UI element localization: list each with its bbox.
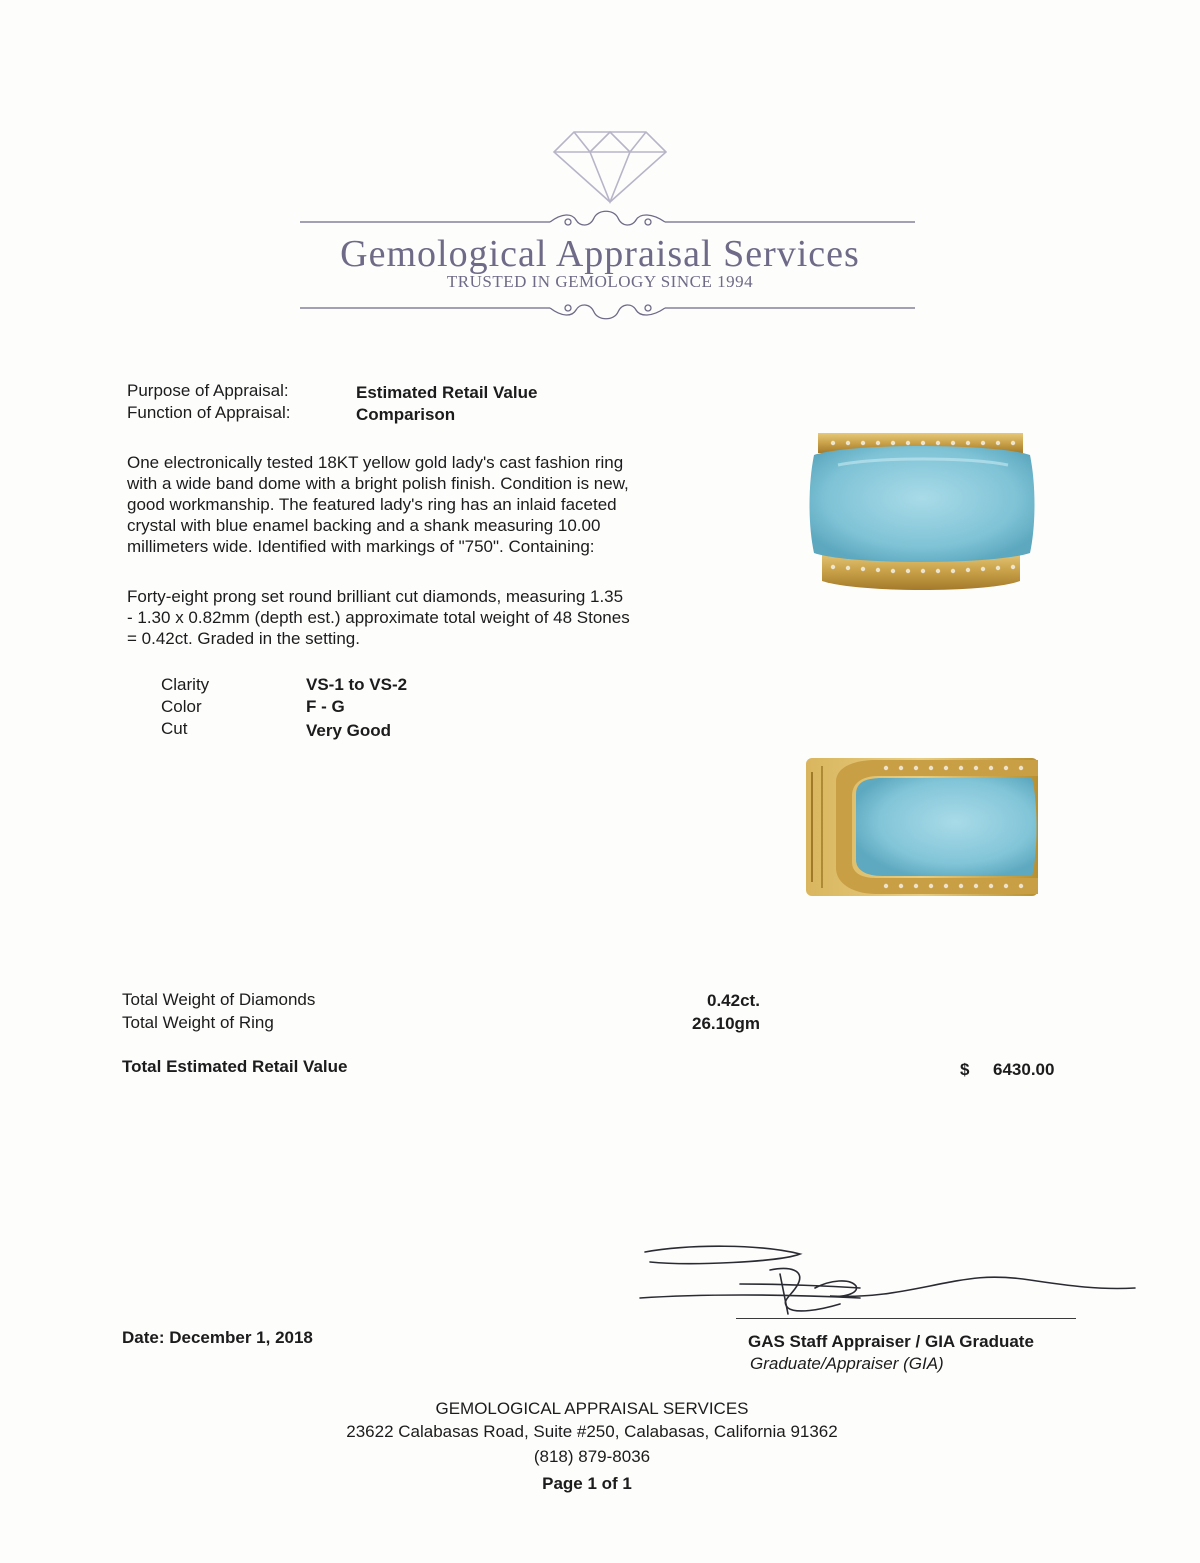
ring-description xyxy=(127,452,747,557)
page-number: Page 1 of 1 xyxy=(542,1474,632,1493)
appraisal-date: Date: December 1, 2018 xyxy=(122,1328,313,1347)
appraiser-signature xyxy=(630,1240,1140,1325)
appraiser-credential: Graduate/Appraiser (GIA) xyxy=(750,1354,944,1373)
cut-value: Very Good xyxy=(306,721,392,740)
currency-symbol: $ xyxy=(960,1060,970,1079)
appraiser-title: GAS Staff Appraiser / GIA Graduate xyxy=(748,1332,1034,1351)
company-name: Gemological Appraisal Services xyxy=(340,233,860,275)
retail-value-amount: 6430.00 xyxy=(993,1060,1055,1079)
purpose-value: Estimated Retail Value xyxy=(356,383,538,402)
function-value: Comparison xyxy=(356,405,456,424)
function-label: Function of Appraisal: xyxy=(127,403,291,422)
total-ring-weight-label: Total Weight of Ring xyxy=(122,1013,274,1032)
purpose-label: Purpose of Appraisal: xyxy=(127,381,289,400)
ring-description-line: crystal with blue enamel backing and a shank measuring 10.00 xyxy=(127,516,601,535)
diamond-description-line: Forty-eight prong set round brilliant cut diamonds, measuring 1.35 xyxy=(127,587,624,606)
ring-description-line: good workmanship. The featured lady's ring has an inlaid faceted xyxy=(127,495,617,514)
footer-phone: (818) 879-8036 xyxy=(533,1447,651,1466)
cut-label: Cut xyxy=(161,719,188,738)
ring-photo-angled xyxy=(806,752,1038,900)
ring-photo-front xyxy=(808,425,1038,600)
footer-company: GEMOLOGICAL APPRAISAL SERVICES xyxy=(435,1399,749,1418)
diamond-description-line: = 0.42ct. Graded in the setting. xyxy=(127,629,360,648)
color-value: F - G xyxy=(306,697,345,716)
ring-description-line: One electronically tested 18KT yellow gold lady's cast fashion ring xyxy=(127,453,624,472)
company-tagline: TRUSTED IN GEMOLOGY SINCE 1994 xyxy=(446,272,754,291)
diamond-logo-icon xyxy=(550,130,670,205)
footer-address: 23622 Calabasas Road, Suite #250, Calabasas, California 91362 xyxy=(346,1422,838,1441)
diamond-description xyxy=(127,586,747,649)
clarity-label: Clarity xyxy=(161,675,210,694)
ring-description-line: with a wide band dome with a bright polish finish. Condition is new, xyxy=(127,474,629,493)
total-ring-weight-value: 26.10gm xyxy=(692,1014,761,1033)
signature-line xyxy=(736,1318,1076,1319)
header-bottom-flourish xyxy=(300,296,915,326)
color-label: Color xyxy=(161,697,202,716)
retail-value-label: Total Estimated Retail Value xyxy=(122,1057,348,1076)
diamond-description-line: - 1.30 x 0.82mm (depth est.) approximate total weight of 48 Stones xyxy=(127,608,630,627)
header-top-flourish xyxy=(300,205,915,235)
total-diamond-weight-label: Total Weight of Diamonds xyxy=(122,990,316,1009)
clarity-value: VS-1 to VS-2 xyxy=(306,675,408,694)
ring-description-line: millimeters wide. Identified with markings of "750". Containing: xyxy=(127,537,595,556)
total-diamond-weight-value: 0.42ct. xyxy=(707,991,760,1010)
